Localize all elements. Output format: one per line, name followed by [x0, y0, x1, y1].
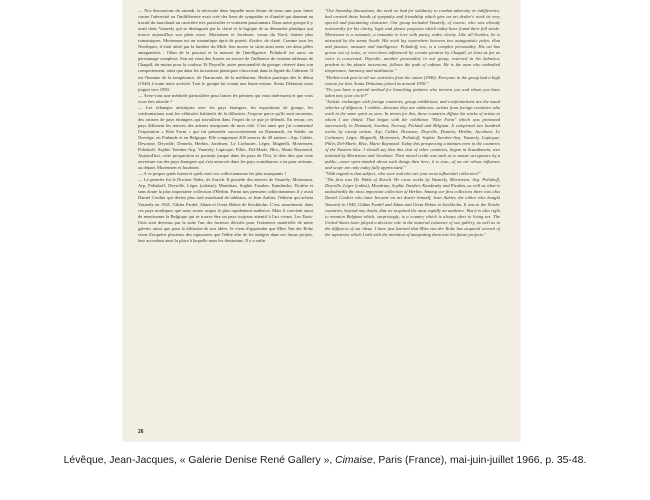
english-text-column	[325, 8, 500, 438]
english-paragraph-3: "Do you have a special method for launching painters who interest you and whom you have taken into your circle?"	[325, 86, 500, 98]
english-paragraph-4: "Artistic exchanges with foreign countries, group exhibitions, and confrontations are the usual vehicles of diffusion. I exhibit—because they are unknown—artists from foreign countries who work in the same spirit as ours. In return for this, these countries diffuse the works of artists to whom I am linked. That began with the exhibition "Klar Form" which was presented successively in Denmark, Sweden, Norway, Finland and Belgium. It comprised two hundred works by twenty artists: Arp, Calder, Dewasne, Deyrolle, Domela, Herbin, Jacobsen, Le Corbusier, Léger, Magnelli, Mortensen, Poliakoff, Sophie Taeuber-Arp, Vasarely, Lapicque, Pillet, Del-Marle, Bloc, Marie Raymond. Today this prospecting continues even in the countries of the Eastern bloc. I should say that this visit of other countries, begun in Scandinavia, was initiated by Mortensen and Jacobsen. Their moral credit was such as to assure acceptance by a public—more open-minded about such things then here, it is true—of an art whose influence and scope are only today fully appreciated."	[325, 98, 500, 171]
citation-text-start: Lévêque, Jean-Jacques, « Galerie Denise René Gallery »,	[63, 455, 336, 466]
french-paragraph-2: — Avez-vous une méthode particulière pour lancer les peintres qui vous intéressent et que vous vous êtes attaché ?	[138, 92, 313, 104]
french-text-column	[138, 8, 313, 438]
english-paragraph-6: "The first was Dr. Waltz of Zurich. He owns works by Vasarely, Mortensen, Arp, Poliakoff, Deyrolle, Léger (cubist), Mondrian, Sophie Taeuber, Kandinsky and Picabia, as well as what is undoubtedly the most important collection of Herbin. Among our first collectors there was also Daniel Cordier who later became an art dealer himself, Jean Aubier, the editor who bought Vasarely in 1945, Gildas Fardel and Adam and Greta Helms in Stockholm. It was in the Nordic countries, beyond any doubt, that we acquired the most rapidly an audience. But it is also right to mention Belgium which, surprisingly, is a country which is always alert to living art. The United States later played a decisive role in the material existence of our gallery, as well as in the diffusion of our ideas. I have just learned that Mies van der Rohe has acquired several of the tapestries which I edit with the intention of integrating them into his future projects."	[325, 177, 500, 237]
citation-text-end: , Paris (France), mai-juin-juillet 1966, p. 35-48.	[372, 455, 587, 466]
french-paragraph-3: — Les échanges artistiques avec les pays étrangers, les expositions de groupe, les confrontations sont les véhicules habituels de la diffusion. J'expose parce qu'ils sont inconnus, des artistes de pays étrangers qui travaillent dans l'esprit de ce que je défends. En retour, ces pays diffusent les œuvres des artistes marquants de mon côté. C'est ainsi que j'ai commencé l'exposition « Klar Form » qui fut présentée successivement au Danemark, en Suède, en Norvège, en Finlande et en Belgique. Elle comprenait 200 œuvres de 20 artistes : Arp, Calder, Dewasne, Deyrolle, Domela, Herbin, Jacobsen, Le Corbusier, Léger, Magnelli, Mortensen, Poliakoff, Sophie Taeuber-Arp, Vasarely, Lapicque, Pillet, Del-Marle, Bloc, Marie Raymond. Aujourd'hui, cette prospection se poursuit jusque dans les pays de l'Est, le dois dire que cette ouverture sur des pays étrangers qui s'est amorcée dans les pays scandinaves a eu pour artisans, au départ, Mortensen et Jacobsen.	[138, 104, 313, 171]
french-paragraph-1: — Nos discussions du samedi, la nécessité dans laquelle nous étions de nous unir pour lutter contre l'adversité ou l'indifférence avait créé des liens de sympathie et d'amitié qui donnent au travail du marchand un caractère très particulier et vraiment passionnant. Dans notre groupe il y avait donc Vasarely qui se distinguait par la clarté et la logique de sa démarche plastique qui trouve aujourd'hui son plein essor. Mortensen et Jacobsen, venus du Nord, étaient plus romantiques. Mortensen est un romantique épris de pureté, d'ordre, de clarté. Comme tous les Nordiques, il était attiré par la lumière du Midi. Son œuvre se situe ainsi entre ces deux pôles antagonistes : l'élan de la passion et la mesure de l'intelligence. Poliakoff est aussi un personnage complexe. Son art vient des Icones ou encore de l'influence de certains tableaux de Chagall, du moins pour la couleur. Et Deyrolle, autre personnalité du groupe, réservé dans son comportement, ainsi que dans les incursions plastiques s'inscrivait dans la lignée du Cubisme. Il est l'homme de la tempérance, de l'harmonie, de la méditation. Herbin participa dès le début (1946) à toute notre activité. Tout le groupe lui vouait une haute estime. Sonia Delaunay nous joignit vers 1950.	[138, 8, 313, 92]
french-paragraph-4: — A ce propos quels furent et quels sont vos collectionneurs les plus marquants ?	[138, 171, 287, 177]
french-paragraph-5: — Le premier fut le Docteur Waltz, de Zurich. Il possède des œuvres de Vasarely, Mortensen, Arp, Poliakoff, Deyrolle, Léger (cubiste), Mondrian, Sophie Taeuber, Kandinsky, Picabia et sans doute la plus importante collection d'Herbin. Parmi nos premiers collectionneurs il y avait Daniel Cordier qui devint plus tard marchand de tableaux, et Jean Aubier, l'éditeur qui acheta Vasarely en 1945, Gildas Fardel, Adam et Greta Helms de Stockholm. C'est, assurément, dans ces pays nordiques que nous avons acquis le plus rapidement audience. Mais il convient aussi de mentionner la Belgique qui se trouve être un pays toujours attentif à l'art vivant. Les Etats-Unis sont devenus par la suite l'un des facteurs décisifs pour l'existence matérielle de notre galerie, aussi que pour la diffusion de nos idées. Je viens d'apprendre que Mies Van der Rohe vient d'acquérir plusieurs des tapisseries que l'édite afin de les intégrer dans ses futurs projets, leur accordant ainsi la place à laquelle nous les destinions. Il y a enfin	[138, 177, 313, 243]
citation-caption	[0, 455, 650, 466]
english-paragraph-1: "Our Saturday discussions, the need we had for solidarity to combat adversity or indifference, had created those bonds of sympathy and friendship which give an art dealer's work its very special and fascinating character. Our group included Vasarely, of course, who was already noteworthy for his clarity, logic and plastic purposes which today have found their full stride. Mortensen is a romantic, a romantic in love with purity, order, clarity. Like all Nordics, he is attracted by the sunny South. His work lay somewhere between two antagonistic poles: élan and passion, measure and intelligence. Poliakoff, too, is a complex personality. His art has grown out of icons, or even been influenced by certain pictures by Chagall, at least as far as color is concerned. Deyrolle, another personality in our group, reserved in his behavior, prudent in his plastic incursions, follows the path of cubism. He is the man who embodied temperance, harmony and meditation."	[325, 8, 500, 74]
english-paragraph-5: "With regard to that subject, who were and who are your most influential collectors?"	[325, 171, 481, 177]
english-paragraph-2: "Herbin took part in all our activities from the outset (1946). Everyone in the group had a high esteem for him. Sonia Delaunay joined us around 1950."	[325, 74, 500, 86]
magazine-page	[123, 0, 520, 441]
citation-journal-title: Cimaise	[335, 455, 373, 466]
page-number: 26	[138, 429, 144, 435]
